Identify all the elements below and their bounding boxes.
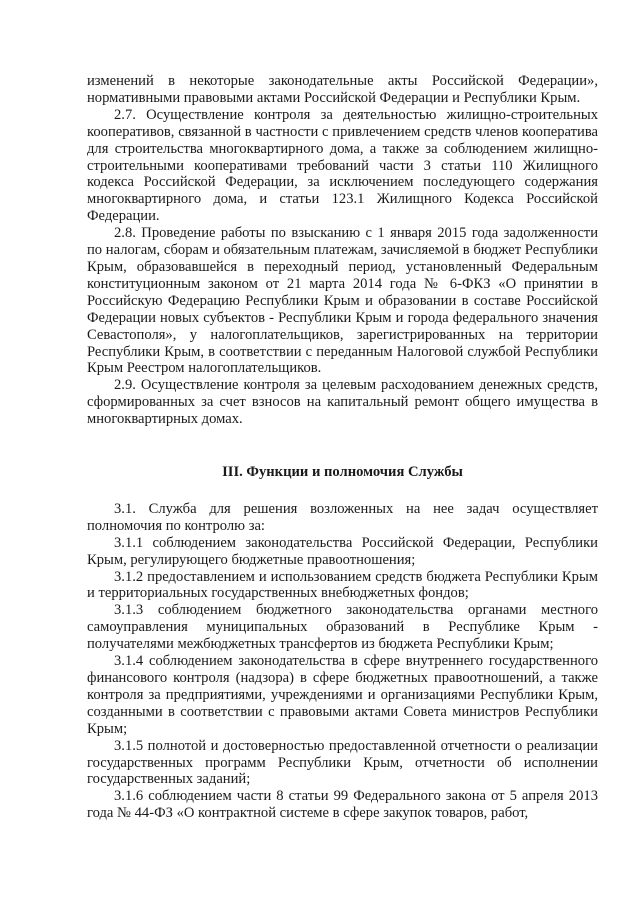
paragraph-continuation: изменений в некоторые законодательные акты Российской Федерации», нормативными правовыми актами Российской Федерации и Республики Крым. — [87, 73, 598, 106]
spacer — [87, 428, 598, 464]
document-page — [87, 73, 598, 822]
paragraph-2-9: 2.9. Осуществление контроля за целевым расходованием денежных средств, сформированных за счет взносов на капитальный ремонт общего имущества в многоквартирных домах. — [87, 377, 598, 428]
paragraph-3-1-1: 3.1.1 соблюдением законодательства Российской Федерации, Республики Крым, регулирующего бюджетные правоотношения; — [87, 534, 598, 568]
paragraph-3-1: 3.1. Служба для решения возложенных на нее задач осуществляет полномочия по контролю за: — [87, 500, 598, 534]
paragraph-3-1-6: 3.1.6 соблюдением части 8 статьи 99 Федерального закона от 5 апреля 2013 года № 44-ФЗ «О контрактной системе в сфере закупок товаров, работ, — [87, 788, 598, 822]
section-heading: III. Функции и полномочия Службы — [222, 464, 463, 481]
spacer — [87, 481, 598, 501]
paragraph-3-1-3: 3.1.3 соблюдением бюджетного законодательства органами местного самоуправления муниципальных образований в Республике Крым - получателями межбюджетных трансфертов из бюджета Республики Крым; — [87, 602, 598, 653]
paragraph-2-7: 2.7. Осуществление контроля за деятельностью жилищно-строительных кооперативов, связанной в частности с привлечением средств членов кооператива для строительства многоквартирного дома, а также за соблюдением жилищно-строительными кооперативами требований части 3 статьи 110 Жилищного кодекса Российской Федерации, за исключением последующего содержания многоквартирного дома, и статьи 123.1 Жилищного Кодекса Российской Федерации. — [87, 106, 598, 225]
paragraph-3-1-5: 3.1.5 полнотой и достоверностью предоставленной отчетности о реализации государственных программ Республики Крым, отчетности об исполнении государственных заданий; — [87, 737, 598, 788]
paragraph-3-1-4: 3.1.4 соблюдением законодательства в сфере внутреннего государственного финансового контроля (надзора) в сфере бюджетных правоотношений, а также контроля за предприятиями, учреждениями и организациями Республики Крым, созданными в соответствии с правовыми актами Совета министров Республики Крым; — [87, 653, 598, 737]
paragraph-3-1-2: 3.1.2 предоставлением и использованием средств бюджета Республики Крым и территориальных государственных внебюджетных фондов; — [87, 568, 598, 602]
paragraph-2-8: 2.8. Проведение работы по взысканию с 1 января 2015 года задолженности по налогам, сборам и обязательным платежам, зачисляемой в бюджет Республики Крым, образовавшейся в переходный период, установленный Федеральным конституционным законом от 21 марта 2014 года № 6-ФКЗ «О принятии в Российскую Федерацию Республики Крым и образовании в составе Российской Федерации новых субъектов - Республики Крым и города федерального значения Севастополя», у налогоплательщиков, зарегистрированных на территории Республики Крым, в соответствии с переданным Налоговой службой Республики Крым Реестром налогоплательщиков. — [87, 225, 598, 377]
